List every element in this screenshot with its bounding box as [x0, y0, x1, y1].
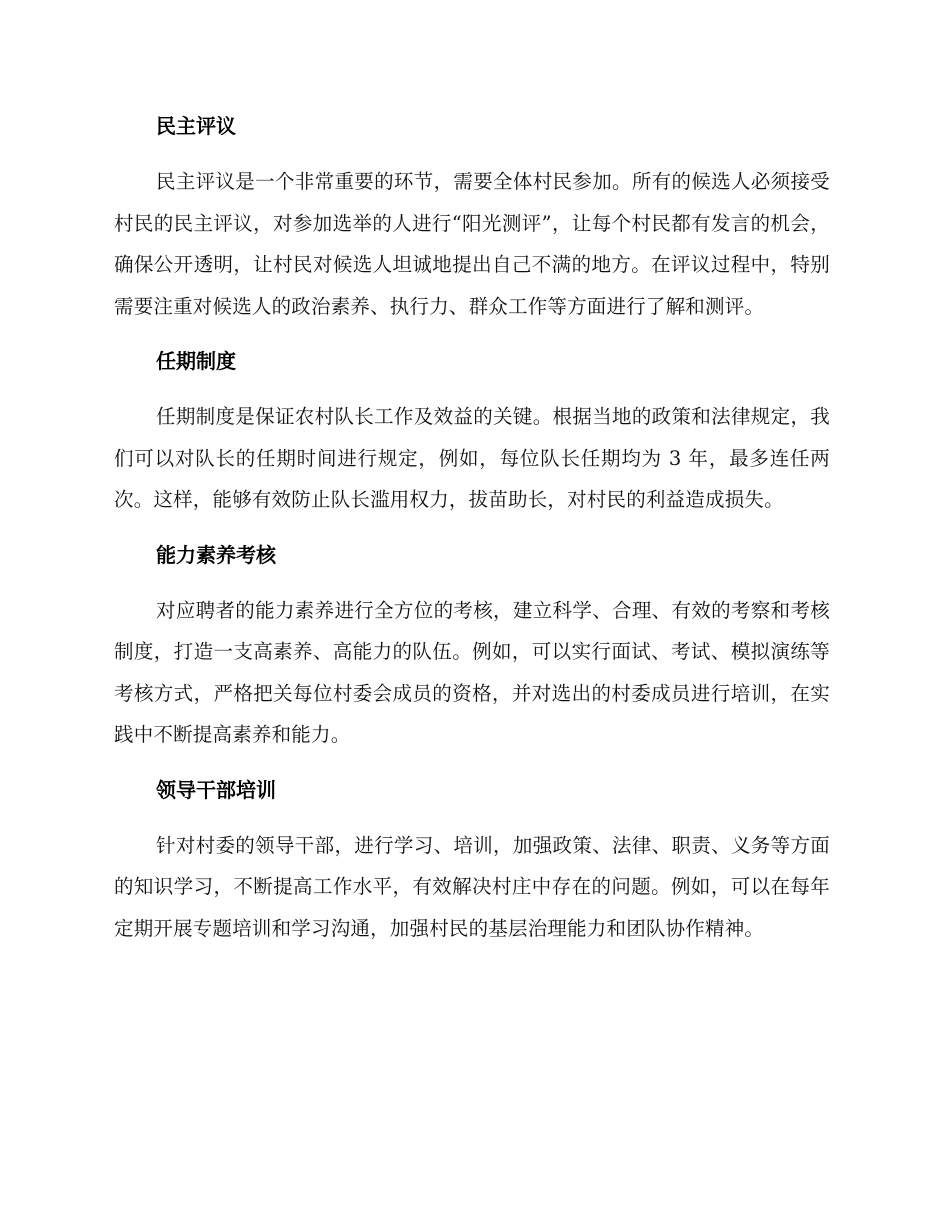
section-body: 针对村委的领导干部，进行学习、培训，加强政策、法律、职责、义务等方面的知识学习，不断提高工作水平，有效解决村庄中存在的问题。例如，可以在每年定期开展专题培训和学习沟通，加强村民的基层治理能力和团队协作精神。 — [114, 833, 830, 940]
section-body: 任期制度是保证农村队长工作及效益的关键。根据当地的政策和法律规定，我们可以对队长的任期时间进行规定，例如，每位队长任期均为 3 年，最多连任两次。这样，能够有效防止队长滥用权力，拔苗助长，对村民的利益造成损失。 — [114, 405, 830, 511]
document-page — [114, 105, 830, 962]
section-body: 对应聘者的能力素养进行全方位的考核，建立科学、合理、有效的考察和考核制度，打造一支高素养、高能力的队伍。例如，可以实行面试、考试、模拟演练等考核方式，严格把关每位村委会成员的资格，并对选出的村委成员进行培训，在实践中不断提高素养和能力。 — [114, 598, 830, 746]
section-heading: 任期制度 — [156, 349, 236, 373]
section-heading: 能力素养考核 — [156, 542, 276, 567]
section-leader-training — [114, 769, 830, 950]
section-democratic-review — [114, 105, 830, 327]
section-heading: 领导干部培训 — [156, 777, 276, 802]
section-term-system — [114, 340, 830, 521]
section-body: 民主评议是一个非常重要的环节，需要全体村民参加。所有的候选人必须接受村民的民主评议，对参加选举的人进行“阳光测评”，让每个村民都有发言的机会，确保公开透明，让村民对候选人坦诚地提出自己不满的地方。在评议过程中，特别需要注重对候选人的政治素养、执行力、群众工作等方面进行了解和测评。 — [114, 170, 830, 318]
section-heading: 民主评议 — [156, 114, 236, 138]
section-competency-assessment — [114, 534, 830, 756]
